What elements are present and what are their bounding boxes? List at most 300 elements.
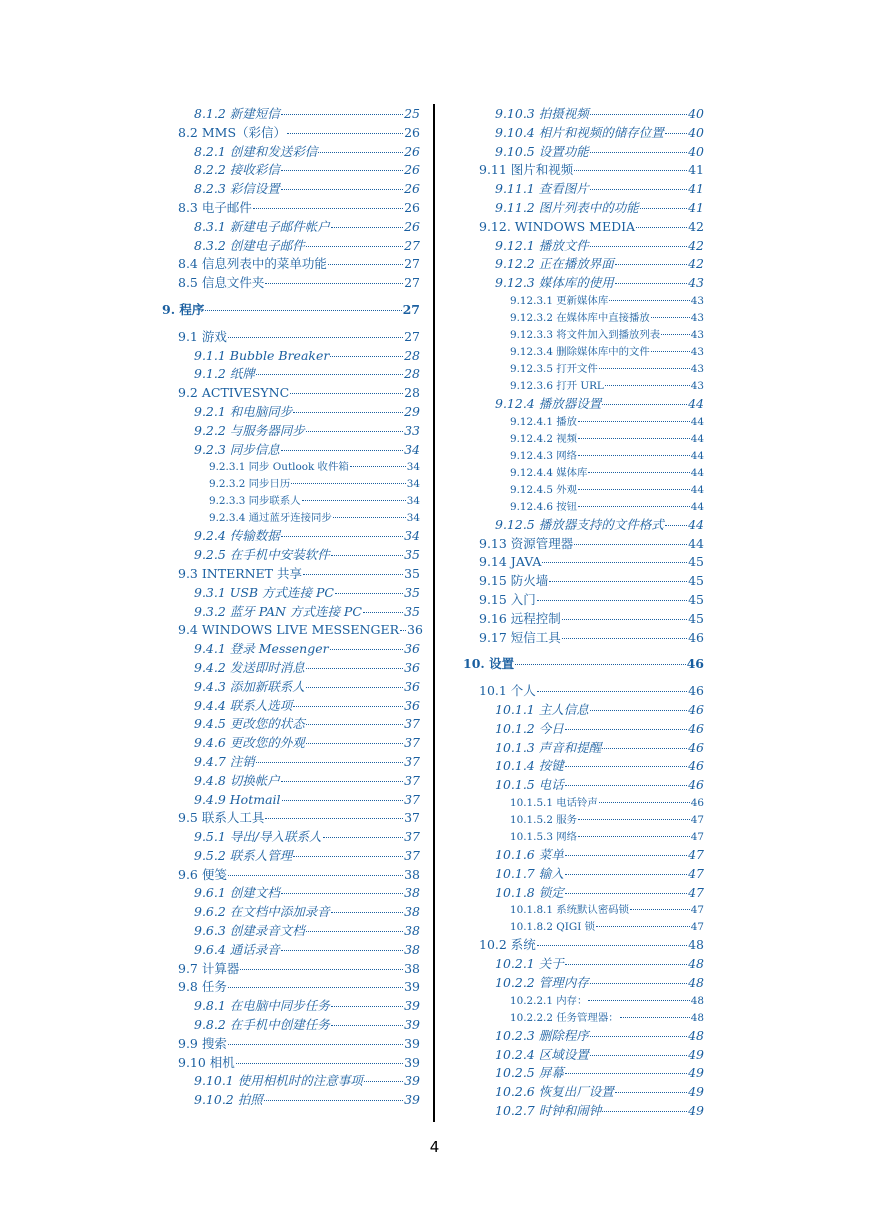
toc-leader-dots <box>306 687 403 688</box>
toc-entry[interactable] <box>463 974 704 993</box>
toc-leader-dots <box>331 555 403 556</box>
toc-entry-page: 44 <box>688 516 704 532</box>
toc-entry-title: 10.1.8.2 QIGI 锁 <box>510 921 595 934</box>
toc-entry-page: 39 <box>404 1054 420 1070</box>
toc-leader-dots <box>335 593 403 594</box>
toc-entry[interactable] <box>463 218 704 237</box>
toc-entry[interactable] <box>463 327 704 344</box>
toc-entry-page: 40 <box>688 143 704 159</box>
toc-leader-dots <box>306 931 403 932</box>
toc-entry[interactable] <box>162 459 420 476</box>
toc-leader-dots <box>328 264 403 265</box>
toc-entry[interactable] <box>162 903 420 922</box>
toc-leader-dots <box>293 706 403 707</box>
toc-entry[interactable] <box>463 955 704 974</box>
toc-entry-title: 9.11.1 查看图片 <box>495 181 589 197</box>
column-divider <box>433 104 435 1122</box>
toc-entry[interactable] <box>463 395 704 414</box>
toc-entry[interactable] <box>162 476 420 493</box>
toc-entry-page: 27 <box>404 328 420 344</box>
toc-entry[interactable] <box>463 682 704 701</box>
toc-entry[interactable] <box>162 772 420 791</box>
toc-entry-title: 10.2.5 屏幕 <box>495 1065 564 1081</box>
toc-entry[interactable] <box>162 603 420 622</box>
toc-leader-dots <box>596 926 690 927</box>
toc-entry-page: 46 <box>686 656 704 672</box>
toc-entry-title: 9.4.6 更改您的外观 <box>194 735 305 751</box>
toc-entry[interactable] <box>162 384 420 403</box>
toc-entry-title: 10.2.3 删除程序 <box>495 1027 589 1043</box>
toc-entry-page: 48 <box>690 1011 704 1024</box>
toc-entry-title: 9.5 联系人工具 <box>178 810 265 826</box>
toc-entry-title: 10.1.3 声音和提醒 <box>495 739 602 755</box>
toc-entry-title: 9.10.5 设置功能 <box>495 143 589 159</box>
toc-entry[interactable] <box>463 161 704 180</box>
toc-entry[interactable] <box>463 1102 704 1121</box>
toc-entry-page: 26 <box>404 162 420 178</box>
toc-entry[interactable] <box>162 640 420 659</box>
toc-entry[interactable] <box>463 720 704 739</box>
toc-entry-page: 36 <box>404 697 420 713</box>
toc-entry[interactable] <box>162 584 420 603</box>
toc-entry[interactable] <box>162 659 420 678</box>
toc-entry[interactable] <box>463 902 704 919</box>
toc-entry[interactable] <box>463 846 704 865</box>
toc-entry[interactable] <box>463 516 704 535</box>
toc-entry-title: 9.2.3.3 同步联系人 <box>209 495 301 508</box>
toc-entry[interactable] <box>463 591 704 610</box>
toc-leader-dots <box>291 483 406 484</box>
toc-entry-page: 44 <box>690 483 704 496</box>
toc-entry-page: 45 <box>688 610 704 626</box>
toc-leader-dots <box>256 762 403 763</box>
toc-leader-dots <box>578 819 690 820</box>
toc-entry-page: 49 <box>688 1102 704 1118</box>
toc-entry[interactable] <box>463 610 704 629</box>
toc-entry-title: 9.5.1 导出/导入联系人 <box>194 829 322 845</box>
toc-entry[interactable] <box>162 997 420 1016</box>
toc-entry-title: 9.4.4 联系人选项 <box>194 697 293 713</box>
toc-leader-dots <box>253 208 403 209</box>
toc-entry[interactable] <box>463 499 704 516</box>
toc-entry[interactable] <box>463 865 704 884</box>
toc-entry-page: 47 <box>690 904 704 917</box>
toc-entry-page: 44 <box>690 432 704 445</box>
toc-entry-page: 34 <box>406 495 420 508</box>
toc-entry[interactable] <box>162 1054 420 1073</box>
toc-entry-page: 45 <box>688 573 704 589</box>
toc-entry-title: 10.1.1 主人信息 <box>495 701 589 717</box>
toc-entry[interactable] <box>162 565 420 584</box>
toc-entry-title: 9.17 短信工具 <box>479 629 561 645</box>
toc-entry-title: 9.12.3.1 更新媒体库 <box>510 294 609 307</box>
toc-entry[interactable] <box>162 546 420 565</box>
toc-entry-page: 28 <box>404 347 420 363</box>
toc-entry-title: 10.2.2.2 任务管理器： <box>510 1011 619 1024</box>
toc-entry-title: 9.13 资源管理器 <box>479 535 574 551</box>
toc-entry-page: 33 <box>404 422 420 438</box>
toc-entry[interactable] <box>463 1010 704 1027</box>
toc-entry[interactable] <box>463 361 704 378</box>
toc-entry[interactable] <box>463 1083 704 1102</box>
toc-entry[interactable] <box>463 629 704 648</box>
toc-entry-page: 27 <box>404 275 420 291</box>
toc-entry[interactable] <box>162 365 420 384</box>
toc-leader-dots <box>562 619 687 620</box>
toc-leader-dots <box>281 450 403 451</box>
toc-entry-page: 46 <box>688 739 704 755</box>
toc-entry[interactable] <box>463 655 704 674</box>
toc-leader-dots <box>588 472 689 473</box>
toc-entry-title: 9.2.3.4 通过蓝牙连接同步 <box>209 512 332 525</box>
toc-leader-dots <box>303 574 403 575</box>
toc-entry[interactable] <box>463 124 704 143</box>
toc-entry-title: 9.2 ACTIVESYNC <box>178 385 290 401</box>
toc-leader-dots <box>350 466 406 467</box>
toc-entry[interactable] <box>463 180 704 199</box>
toc-entry-title: 9.12.4.4 媒体库 <box>510 466 588 479</box>
toc-entry-page: 39 <box>404 1073 420 1089</box>
toc-entry[interactable] <box>463 795 704 812</box>
toc-leader-dots <box>590 114 687 115</box>
toc-entry[interactable] <box>162 1035 420 1054</box>
toc-entry-title: 9.4.2 发送即时消息 <box>194 659 305 675</box>
toc-entry[interactable] <box>162 527 420 546</box>
toc-entry-title: 9.12.3.2 在媒体库中直接播放 <box>510 311 650 324</box>
toc-entry-page: 35 <box>404 565 420 581</box>
toc-entry-title: 9.10.2 拍照 <box>194 1092 263 1108</box>
toc-entry[interactable] <box>162 493 420 510</box>
toc-entry[interactable] <box>463 293 704 310</box>
toc-leader-dots <box>306 724 403 725</box>
toc-leader-dots <box>282 800 404 801</box>
toc-entry-title: 9. 程序 <box>162 301 205 317</box>
toc-entry[interactable] <box>162 274 420 293</box>
toc-entry-page: 35 <box>404 584 420 600</box>
toc-entry-title: 9.12.3 媒体库的使用 <box>495 275 614 291</box>
toc-entry-title: 9.10.3 拍摄视频 <box>495 106 589 121</box>
toc-leader-dots <box>602 404 687 405</box>
toc-entry[interactable] <box>463 448 704 465</box>
toc-leader-dots <box>537 945 687 946</box>
toc-leader-dots <box>281 781 403 782</box>
toc-entry-title: 9.12.2 正在播放界面 <box>495 256 614 272</box>
toc-leader-dots <box>578 438 690 439</box>
toc-entry-title: 9.12.4.6 按钮 <box>510 500 578 513</box>
toc-entry[interactable] <box>463 701 704 720</box>
toc-leader-dots <box>615 1092 687 1093</box>
toc-entry[interactable] <box>463 1046 704 1065</box>
toc-entry[interactable] <box>162 255 420 274</box>
toc-leader-dots <box>333 517 406 518</box>
toc-entry-page: 47 <box>690 921 704 934</box>
toc-entry-page: 37 <box>404 847 420 863</box>
toc-leader-dots <box>640 208 687 209</box>
toc-leader-dots <box>306 431 403 432</box>
toc-entry-page: 49 <box>688 1046 704 1062</box>
toc-entry-title: 9.12. WINDOWS MEDIA <box>479 218 636 234</box>
toc-leader-dots <box>281 893 403 894</box>
toc-entry[interactable] <box>463 919 704 936</box>
toc-leader-dots <box>578 506 690 507</box>
toc-entry[interactable] <box>463 274 704 293</box>
toc-entry-title: 10.1.6 菜单 <box>495 846 564 862</box>
toc-entry[interactable] <box>162 143 420 162</box>
toc-entry-page: 43 <box>688 275 704 291</box>
toc-leader-dots <box>665 133 687 134</box>
toc-entry-page: 37 <box>404 772 420 788</box>
toc-leader-dots <box>287 133 403 134</box>
toc-entry[interactable] <box>463 199 704 218</box>
toc-entry-title: 9.9 搜索 <box>178 1035 227 1051</box>
toc-leader-dots <box>363 612 403 613</box>
toc-entry-page: 45 <box>688 554 704 570</box>
toc-entry-page: 38 <box>404 866 420 882</box>
toc-entry-title: 10.2.2 管理内存 <box>495 974 589 990</box>
toc-leader-dots <box>290 393 403 394</box>
toc-entry[interactable] <box>162 441 420 460</box>
toc-entry[interactable] <box>162 180 420 199</box>
toc-entry-title: 8.1.2 新建短信 <box>194 106 280 121</box>
toc-leader-dots <box>574 170 687 171</box>
toc-entry[interactable] <box>463 535 704 554</box>
toc-entry-page: 27 <box>404 237 420 253</box>
toc-entry[interactable] <box>162 847 420 866</box>
toc-entry[interactable] <box>463 310 704 327</box>
toc-entry[interactable] <box>162 941 420 960</box>
toc-entry[interactable] <box>162 1016 420 1035</box>
toc-leader-dots <box>565 785 687 786</box>
toc-leader-dots <box>565 964 687 965</box>
toc-leader-dots <box>306 743 403 744</box>
toc-entry-page: 48 <box>688 937 704 953</box>
toc-entry-page: 36 <box>404 659 420 675</box>
toc-entry-title: 9.2.3 同步信息 <box>194 441 280 457</box>
toc-entry-title: 9.2.3.1 同步 Outlook 收件箱 <box>209 461 349 474</box>
toc-entry-title: 9.12.5 播放器支持的文件格式 <box>495 516 664 532</box>
toc-entry[interactable] <box>463 757 704 776</box>
toc-leader-dots <box>562 638 687 639</box>
toc-entry[interactable] <box>162 866 420 885</box>
toc-entry[interactable] <box>463 884 704 903</box>
toc-entry[interactable] <box>162 1072 420 1091</box>
toc-entry[interactable] <box>463 936 704 955</box>
toc-leader-dots <box>306 246 403 247</box>
toc-entry[interactable] <box>162 328 420 347</box>
toc-entry-page: 48 <box>688 1027 704 1043</box>
toc-entry-title: 8.5 信息文件夹 <box>178 275 265 291</box>
toc-entry[interactable] <box>162 791 420 810</box>
toc-entry[interactable] <box>162 809 420 828</box>
toc-entry[interactable] <box>162 753 420 772</box>
toc-entry-page: 34 <box>406 461 420 474</box>
toc-leader-dots <box>330 649 403 650</box>
toc-entry-title: 9.5.2 联系人管理 <box>194 847 293 863</box>
toc-leader-dots <box>590 1036 687 1037</box>
toc-entry[interactable] <box>162 124 420 143</box>
toc-leader-dots <box>565 766 687 767</box>
toc-column-left <box>162 105 423 1110</box>
toc-entry[interactable] <box>463 255 704 274</box>
toc-leader-dots <box>330 356 403 357</box>
toc-entry[interactable] <box>463 829 704 846</box>
toc-entry-page: 46 <box>690 796 704 809</box>
toc-entry-title: 9.12.4.2 视频 <box>510 432 578 445</box>
toc-entry-title: 9.14 JAVA <box>479 554 542 570</box>
toc-entry[interactable] <box>162 828 420 847</box>
toc-entry[interactable] <box>463 1027 704 1046</box>
toc-entry[interactable] <box>463 105 704 124</box>
toc-leader-dots <box>306 668 403 669</box>
toc-leader-dots <box>331 1025 403 1026</box>
toc-entry-title: 9.10.4 相片和视频的储存位置 <box>495 124 664 140</box>
toc-entry-title: 9.3 INTERNET 共享 <box>178 565 302 581</box>
toc-entry-page: 39 <box>404 998 420 1014</box>
toc-entry-title: 10.1.5.1 电话铃声 <box>510 796 598 809</box>
toc-entry-page: 27 <box>404 256 420 272</box>
toc-entry-title: 10.1.8.1 系统默认密码锁 <box>510 904 629 917</box>
toc-entry[interactable] <box>463 993 704 1010</box>
toc-leader-dots <box>331 1006 403 1007</box>
toc-entry[interactable] <box>162 621 423 640</box>
toc-leader-dots <box>293 856 403 857</box>
toc-entry-page: 34 <box>406 478 420 491</box>
toc-entry-title: 9.12.4.3 网络 <box>510 449 578 462</box>
toc-entry[interactable] <box>162 697 420 716</box>
toc-entry-page: 44 <box>688 535 704 551</box>
toc-entry-page: 41 <box>688 181 704 197</box>
toc-entry-page: 37 <box>404 716 420 732</box>
toc-entry-page: 38 <box>404 885 420 901</box>
toc-entry-page: 44 <box>688 395 704 411</box>
toc-entry[interactable] <box>463 812 704 829</box>
toc-entry[interactable] <box>162 161 420 180</box>
toc-entry[interactable] <box>162 301 420 320</box>
toc-entry-title: 9.8.2 在手机中创建任务 <box>194 1017 330 1033</box>
toc-entry-title: 10. 设置 <box>463 656 515 672</box>
toc-leader-dots <box>620 1017 690 1018</box>
toc-entry[interactable] <box>162 347 420 366</box>
toc-entry-page: 34 <box>406 512 420 525</box>
toc-entry-page: 42 <box>688 256 704 272</box>
toc-leader-dots <box>590 983 687 984</box>
toc-entry-page: 46 <box>688 683 704 699</box>
toc-entry-page: 38 <box>404 923 420 939</box>
toc-leader-dots <box>542 562 687 563</box>
toc-entry[interactable] <box>463 414 704 431</box>
toc-entry[interactable] <box>162 678 420 697</box>
toc-entry[interactable] <box>162 978 420 997</box>
toc-entry[interactable] <box>162 960 420 979</box>
toc-entry-page: 47 <box>690 813 704 826</box>
toc-entry[interactable] <box>463 553 704 572</box>
toc-leader-dots <box>636 227 687 228</box>
toc-entry[interactable] <box>463 776 704 795</box>
toc-entry[interactable] <box>162 403 420 422</box>
toc-entry-title: 9.12.1 播放文件 <box>495 237 589 253</box>
toc-leader-dots <box>651 317 690 318</box>
toc-entry[interactable] <box>162 218 420 237</box>
toc-entry-page: 28 <box>404 366 420 382</box>
toc-entry-title: 9.12.4.5 外观 <box>510 483 578 496</box>
toc-leader-dots <box>665 525 687 526</box>
toc-leader-dots <box>537 691 687 692</box>
toc-leader-dots <box>590 1055 687 1056</box>
toc-entry-page: 37 <box>404 829 420 845</box>
toc-entry[interactable] <box>162 922 420 941</box>
toc-entry[interactable] <box>463 237 704 256</box>
toc-entry[interactable] <box>162 105 420 124</box>
toc-leader-dots <box>205 310 401 311</box>
toc-entry[interactable] <box>463 378 704 395</box>
toc-entry-title: 9.12.3.3 将文件加入到播放列表 <box>510 328 661 341</box>
toc-entry-page: 39 <box>404 979 420 995</box>
toc-entry-page: 29 <box>404 403 420 419</box>
toc-entry[interactable] <box>162 237 420 256</box>
toc-entry-title: 10.1.5.2 服务 <box>510 813 578 826</box>
toc-entry[interactable] <box>463 739 704 758</box>
toc-entry-title: 9.11 图片和视频 <box>479 162 574 178</box>
toc-entry[interactable] <box>463 1064 704 1083</box>
toc-entry[interactable] <box>162 734 420 753</box>
toc-leader-dots <box>228 337 403 338</box>
toc-entry-title: 9.4.8 切换帐户 <box>194 772 280 788</box>
toc-entry[interactable] <box>463 431 704 448</box>
toc-entry-title: 9.12.4.1 播放 <box>510 415 578 428</box>
toc-entry[interactable] <box>162 715 420 734</box>
toc-entry-title: 9.7 计算器 <box>178 960 240 976</box>
toc-entry[interactable] <box>162 199 420 218</box>
toc-entry-page: 40 <box>688 106 704 121</box>
toc-entry-page: 37 <box>404 753 420 769</box>
toc-leader-dots <box>515 664 685 665</box>
toc-leader-dots <box>599 802 690 803</box>
toc-entry-page: 26 <box>404 199 420 215</box>
toc-entry-title: 9.4 WINDOWS LIVE MESSENGER <box>178 622 400 638</box>
toc-entry-title: 9.8 任务 <box>178 979 227 995</box>
toc-entry-page: 44 <box>690 500 704 513</box>
toc-entry-page: 48 <box>688 956 704 972</box>
toc-entry-title: 8.2 MMS（彩信） <box>178 124 287 140</box>
toc-column-right <box>463 105 704 1121</box>
toc-entry-title: 10.1.8 锁定 <box>495 884 564 900</box>
toc-entry-title: 9.6.2 在文档中添加录音 <box>194 904 330 920</box>
toc-entry-page: 41 <box>688 162 704 178</box>
toc-entry[interactable] <box>463 482 704 499</box>
toc-entry-title: 9.1.2 纸牌 <box>194 366 255 382</box>
toc-entry[interactable] <box>162 884 420 903</box>
toc-leader-dots <box>549 581 687 582</box>
toc-leader-dots <box>590 189 687 190</box>
toc-entry[interactable] <box>162 510 420 527</box>
toc-entry[interactable] <box>162 1091 420 1110</box>
toc-entry[interactable] <box>463 572 704 591</box>
toc-entry[interactable] <box>463 344 704 361</box>
toc-entry-title: 10.2.2.1 内存： <box>510 994 588 1007</box>
page-number: 4 <box>429 1138 440 1156</box>
toc-entry-title: 9.12.3.6 打开 URL <box>510 379 604 392</box>
toc-leader-dots <box>323 837 404 838</box>
toc-entry[interactable] <box>463 143 704 162</box>
toc-entry-title: 9.2.3.2 同步日历 <box>209 478 291 491</box>
toc-leader-dots <box>264 1100 403 1101</box>
toc-leader-dots <box>293 412 403 413</box>
toc-entry-page: 43 <box>690 311 704 324</box>
toc-entry[interactable] <box>463 465 704 482</box>
toc-entry-title: 9.1 游戏 <box>178 328 227 344</box>
toc-entry[interactable] <box>162 422 420 441</box>
toc-entry-page: 47 <box>690 830 704 843</box>
